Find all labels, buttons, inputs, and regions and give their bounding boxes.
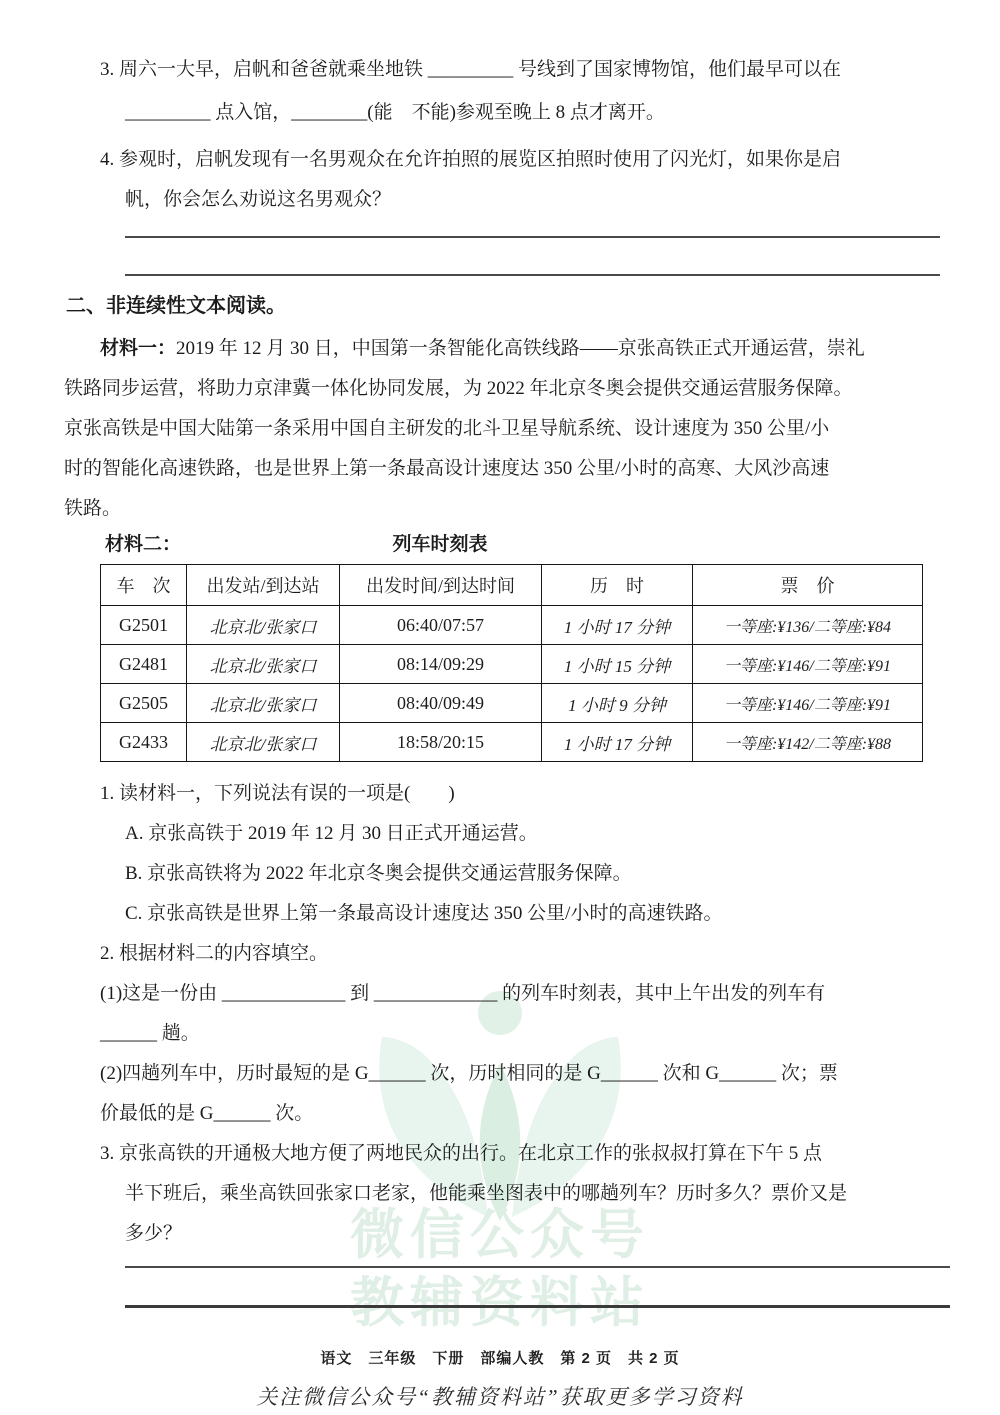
cell-price: 一等座:¥142/二等座:¥88	[693, 723, 923, 762]
cell-route: 北京北/张家口	[187, 723, 340, 762]
page-footer-promo: 关注微信公众号“教辅资料站”获取更多学习资料	[256, 1385, 744, 1409]
cell-duration: 1 小时 17 分钟	[542, 606, 693, 645]
cell-train: G2433	[101, 723, 187, 762]
cell-time: 06:40/07:57	[340, 606, 542, 645]
question-3-line-2: _________ 点入馆，________(能 不能)参观至晚上 8 点才离开。	[125, 102, 665, 123]
question-2-sub2-line-1: (2)四趟列车中，历时最短的是 G______ 次，历时相同的是 G______ 次和 G______ 次；票	[100, 1063, 838, 1084]
question-1-option-b: B. 京张高铁将为 2022 年北京冬奥会提供交通运营服务保障。	[125, 863, 632, 884]
cell-train: G2501	[101, 606, 187, 645]
table-row	[101, 723, 923, 762]
cell-route: 北京北/张家口	[187, 606, 340, 645]
cell-duration: 1 小时 17 分钟	[542, 723, 693, 762]
cell-duration: 1 小时 9 分钟	[542, 684, 693, 723]
train-timetable	[100, 564, 923, 762]
answer-line	[125, 1305, 950, 1308]
material-1-line-1	[100, 336, 865, 362]
question-4-line-2: 帆，你会怎么劝说这名男观众？	[125, 189, 392, 210]
question-2: 2. 根据材料二的内容填空。	[100, 943, 329, 964]
cell-train: G2481	[101, 645, 187, 684]
answer-line	[125, 1266, 950, 1268]
header-duration: 历 时	[542, 565, 693, 606]
question-3-line-1: 3. 周六一大早，启帆和爸爸就乘坐地铁 _________ 号线到了国家博物馆，他们最早可以在	[100, 59, 842, 80]
question-3b-line-3: 多少？	[125, 1223, 183, 1244]
header-times: 出发时间/到达时间	[340, 565, 542, 606]
cell-price: 一等座:¥146/二等座:¥91	[693, 684, 923, 723]
question-3b-line-1: 3. 京张高铁的开通极大地方便了两地民众的出行。在北京工作的张叔叔打算在下午 5 点	[100, 1143, 823, 1164]
cell-time: 08:40/09:49	[340, 684, 542, 723]
material-1-line-4: 时的智能化高速铁路，也是世界上第一条最高设计速度达 350 公里/小时的高寒、大风沙高速	[64, 458, 830, 479]
table-row	[101, 684, 923, 723]
header-price: 票 价	[693, 565, 923, 606]
question-2-sub1-line-2: ______ 趟。	[100, 1023, 200, 1044]
cell-route: 北京北/张家口	[187, 684, 340, 723]
section-2-heading: 二、非连续性文本阅读。	[66, 295, 286, 317]
table-row	[101, 606, 923, 645]
watermark-text-line2: 教辅资料站	[350, 1273, 650, 1333]
material-1-line-3: 京张高铁是中国大陆第一条采用中国自主研发的北斗卫星导航系统、设计速度为 350 公里/小	[64, 418, 830, 439]
answer-line	[125, 236, 940, 238]
cell-price: 一等座:¥136/二等座:¥84	[693, 606, 923, 645]
cell-time: 18:58/20:15	[340, 723, 542, 762]
table-row	[101, 645, 923, 684]
answer-line	[125, 274, 940, 276]
header-train-number: 车 次	[101, 565, 187, 606]
page-footer-info: 语文 三年级 下册 部编人教 第 2 页 共 2 页	[320, 1350, 680, 1367]
cell-train: G2505	[101, 684, 187, 723]
question-1-option-a: A. 京张高铁于 2019 年 12 月 30 日正式开通运营。	[125, 823, 538, 844]
material-1-label: 材料一：	[100, 338, 177, 359]
timetable-header-row	[101, 565, 923, 606]
cell-route: 北京北/张家口	[187, 645, 340, 684]
material-1-line-5: 铁路。	[64, 498, 122, 519]
cell-duration: 1 小时 15 分钟	[542, 645, 693, 684]
question-4-line-1: 4. 参观时，启帆发现有一名男观众在允许拍照的展览区拍照时使用了闪光灯，如果你是启	[100, 149, 842, 170]
watermark-text-line1: 微信公众号	[350, 1205, 650, 1265]
question-2-sub2-line-2: 价最低的是 G______ 次。	[100, 1103, 314, 1124]
material-1-line-2: 铁路同步运营，将助力京津冀一体化协同发展，为 2022 年北京冬奥会提供交通运营服务保障。	[64, 378, 853, 399]
material-1-text: 2019 年 12 月 30 日，中国第一条智能化高铁线路——京张高铁正式开通运营，崇礼	[176, 338, 865, 359]
cell-time: 08:14/09:29	[340, 645, 542, 684]
material-2-label: 材料二：	[105, 534, 182, 555]
question-1: 1. 读材料一，下列说法有误的一项是( )	[100, 783, 455, 804]
timetable-title: 列车时刻表	[392, 534, 488, 555]
question-3b-line-2: 半下班后，乘坐高铁回张家口老家，他能乘坐图表中的哪趟列车？历时多久？票价又是	[125, 1183, 848, 1204]
question-1-option-c: C. 京张高铁是世界上第一条最高设计速度达 350 公里/小时的高速铁路。	[125, 903, 723, 924]
header-stations: 出发站/到达站	[187, 565, 340, 606]
cell-price: 一等座:¥146/二等座:¥91	[693, 645, 923, 684]
question-2-sub1-line-1: (1)这是一份由 _____________ 到 _____________ 的列车时刻表，其中上午出发的列车有	[100, 983, 826, 1004]
